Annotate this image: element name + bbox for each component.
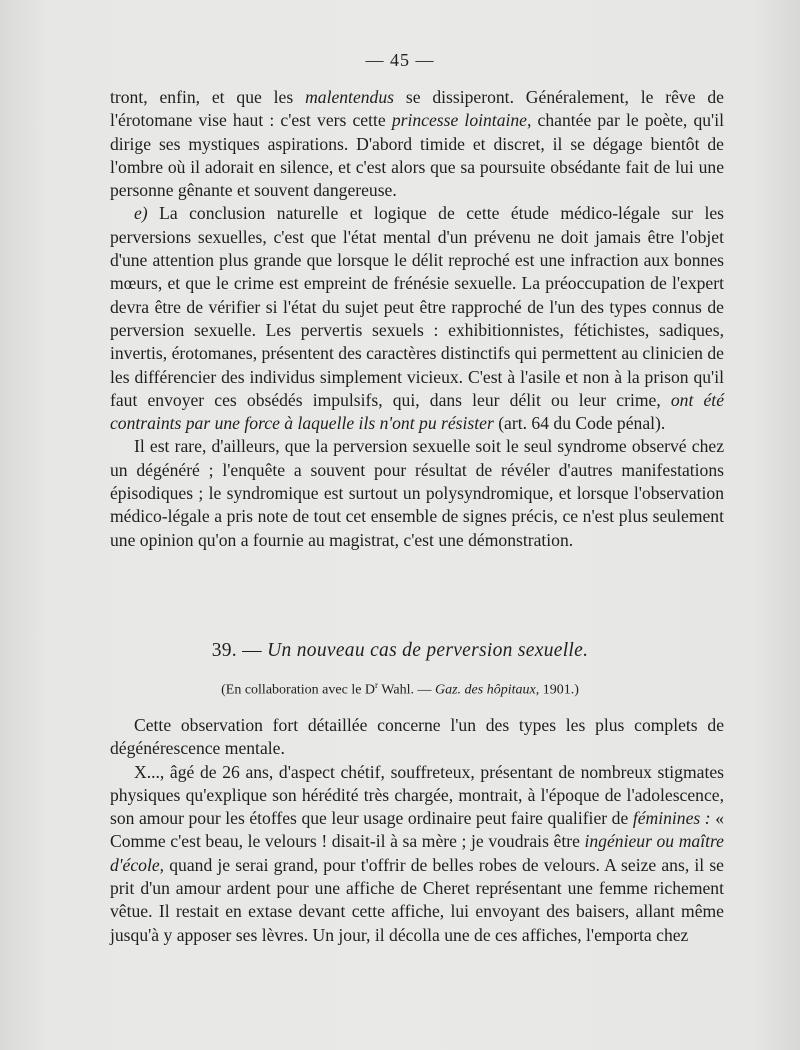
page-number: — 45 — (365, 50, 435, 70)
paragraph (110, 202, 724, 435)
collab-prefix: (En collaboration avec le D (221, 682, 376, 698)
italic-text: e) (134, 203, 148, 224)
section-number: 39. — (211, 640, 262, 661)
italic-text: ingénieur ou maître d'école, (110, 831, 724, 875)
text-run: (art. 64 du Code pénal). (493, 413, 666, 434)
text-run: « Comme c'est beau, le velours ! disait-il à sa mère ; je voudrais être (110, 808, 724, 852)
paragraph (110, 435, 724, 551)
text-run: quand je serai grand, pour t'offrir de belles robes de velours. A seize ans, il se prit d'un amour ardent pour une affiche de Cheret représentant une femme richement vêtue. Il restait en extase devant cette affiche, lui envoyant des baisers, allant même jusqu'à y apposer ses lèvres. Un jour, il décolla une de ces affiches, l'emporta chez (110, 854, 724, 945)
text-run: La conclusion naturelle et logique de cette étude médico-légale sur les perversions sexuelles, c'est que l'état mental d'un prévenu ne doit jamais être l'objet d'une attention plus grande que lorsque le délit reproché est une infraction aux bonnes mœurs, et que le crime est empreint de frénésie sexuelle. La préoccupation de l'expert devra être de vérifier si l'état du sujet peut être rapproché de l'un des types connus de perversion sexuelle. Les pervertis sexuels : exhibitionnistes, fétichistes, sadiques, invertis, érotomanes, présentent des caractères distinctifs qui permettent au clinicien de les différencier des individus simplement vicieux. C'est à l'asile et non à la prison qu'il faut envoyer ces obsédés impulsifs, qui, dans leur délit ou leur crime, (110, 203, 724, 410)
text-run: X..., âgé de 26 ans, d'aspect chétif, souffreteux, présentant de nombreux stigmates physiques qu'explique son hérédité très chargée, montrait, à l'époque de l'adolescence, son amour pour les étoffes que leur usage ordinaire peut faire qualifier de (110, 761, 724, 829)
collab-name: Wahl. — (378, 682, 435, 698)
body-text-bottom (110, 714, 724, 947)
journal-name: Gaz. des hôpitaux, (435, 682, 540, 698)
italic-text: princesse lointaine, (391, 110, 532, 131)
section-collaboration-note (0, 680, 800, 699)
section-title: Un nouveau cas de perversion sexuelle. (267, 640, 589, 661)
text-run: tront, enfin, et que les (110, 87, 306, 107)
text-run: Cette observation fort détaillée concerne l'un des types les plus complets de dégénérescence mentale. (110, 715, 724, 759)
journal-year: 1901.) (539, 682, 579, 698)
body-text-top (110, 86, 724, 552)
section-heading (0, 640, 800, 662)
text-run: chantée par le poète, qu'il dirige ses mystiques aspirations. D'abord timide et discret, il se dégage bientôt de l'ombre où il adorait en silence, et c'est alors que sa poursuite obsédante fait de lui une personne gênante et souvent dangereuse. (110, 110, 725, 201)
italic-text: malentendus (305, 87, 394, 107)
paragraph (110, 86, 724, 202)
italic-text: ont été contraints par une force à laquelle ils n'ont pu résister (110, 389, 724, 434)
text-run: se dissiperont. Généralement, le rêve de l'érotomane vise haut : c'est vers cette (110, 87, 724, 131)
collab-sup: r (375, 680, 379, 690)
paragraph (110, 714, 724, 761)
italic-text: féminines : (632, 808, 711, 829)
text-run: Il est rare, d'ailleurs, que la perversion sexuelle soit le seul syndrome observé chez un dégénéré ; l'enquête a souvent pour résultat de révéler d'autres manifestations épisodiques ; le syndromique est surtout un polysyndromique, et lorsque l'observation médico-légale a pris note de tout cet ensemble de signes précis, ce n'est plus seulement une opinion qu'on a fournie au magistrat, c'est une démonstration. (110, 436, 724, 550)
paragraph (110, 761, 724, 947)
